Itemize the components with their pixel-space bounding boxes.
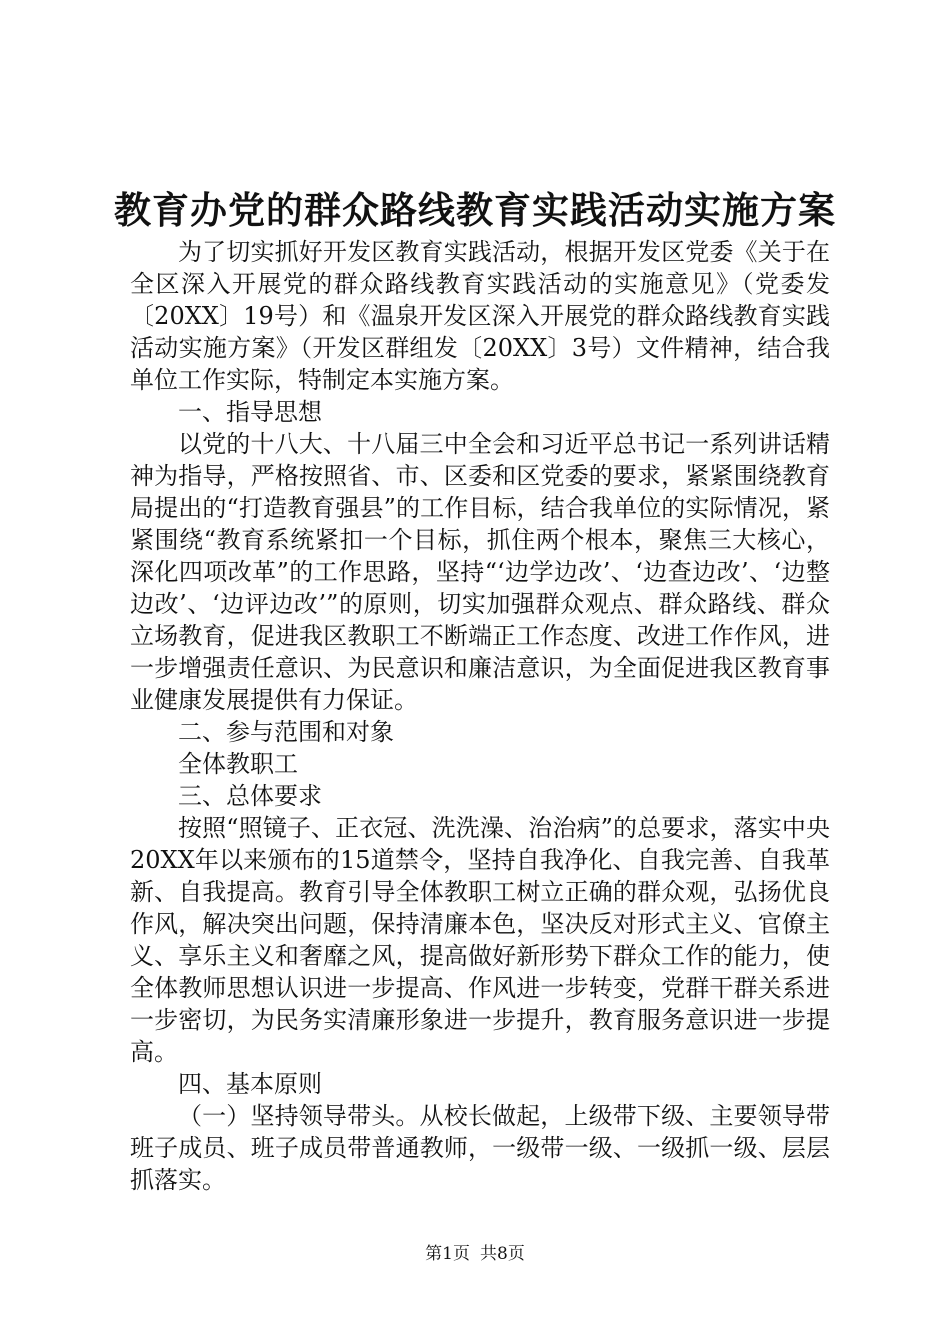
- principle-one-paragraph: （一）坚持领导带头。从校长做起，上级带下级、主要领导带班子成员、班子成员带普通教师，一级带一级、一级抓一级、层层抓落实。: [130, 1102, 830, 1194]
- section-heading-requirements: 三、总体要求: [178, 782, 322, 810]
- intro-paragraph: 为了切实抓好开发区教育实践活动，根据开发区党委《关于在全区深入开展党的群众路线教育实践活动的实施意见》（党委发〔20XX〕19号）和《温泉开发区深入开展党的群众路线教育实践活动实施方案》（开发区群组发〔20XX〕3号）文件精神，结合我单位工作实际，特制定本实施方案。: [130, 238, 830, 394]
- section-heading-guiding-thought: 一、指导思想: [178, 398, 322, 426]
- section-heading-scope: 二、参与范围和对象: [178, 718, 394, 746]
- document-body: [130, 236, 830, 1196]
- page-footer: [0, 1243, 950, 1265]
- document-title: 教育办党的群众路线教育实践活动实施方案: [114, 188, 836, 232]
- scope-paragraph: 全体教职工: [178, 750, 298, 778]
- section-heading-principles: 四、基本原则: [178, 1070, 322, 1098]
- requirements-paragraph: 按照“照镜子、正衣冠、洗洗澡、治治病”的总要求，落实中央20XX年以来颁布的15道禁令，坚持自我净化、自我完善、自我革新、自我提高。教育引导全体教职工树立正确的群众观，弘扬优良作风，解决突出问题，保持清廉本色，坚决反对形式主义、官僚主义、享乐主义和奢靡之风，提高做好新形势下群众工作的能力，使全体教师思想认识进一步提高、作风进一步转变，党群干群关系进一步密切，为民务实清廉形象进一步提升，教育服务意识进一步提高。: [130, 814, 830, 1066]
- page-number: 第1页: [425, 1244, 470, 1264]
- guiding-thought-paragraph: 以党的十八大、十八届三中全会和习近平总书记一系列讲话精神为指导，严格按照省、市、区委和区党委的要求，紧紧围绕教育局提出的“打造教育强县”的工作目标，结合我单位的实际情况，紧紧围绕“教育系统紧扣一个目标，抓住两个根本，聚焦三大核心，深化四项改革”的工作思路，坚持“‘边学边改’、‘边查边改’、‘边整边改’、‘边评边改’”的原则，切实加强群众观点、群众路线、群众立场教育，促进我区教职工不断端正工作态度、改进工作作风，进一步增强责任意识、为民意识和廉洁意识，为全面促进我区教育事业健康发展提供有力保证。: [130, 430, 830, 714]
- page-total: 共8页: [480, 1244, 525, 1264]
